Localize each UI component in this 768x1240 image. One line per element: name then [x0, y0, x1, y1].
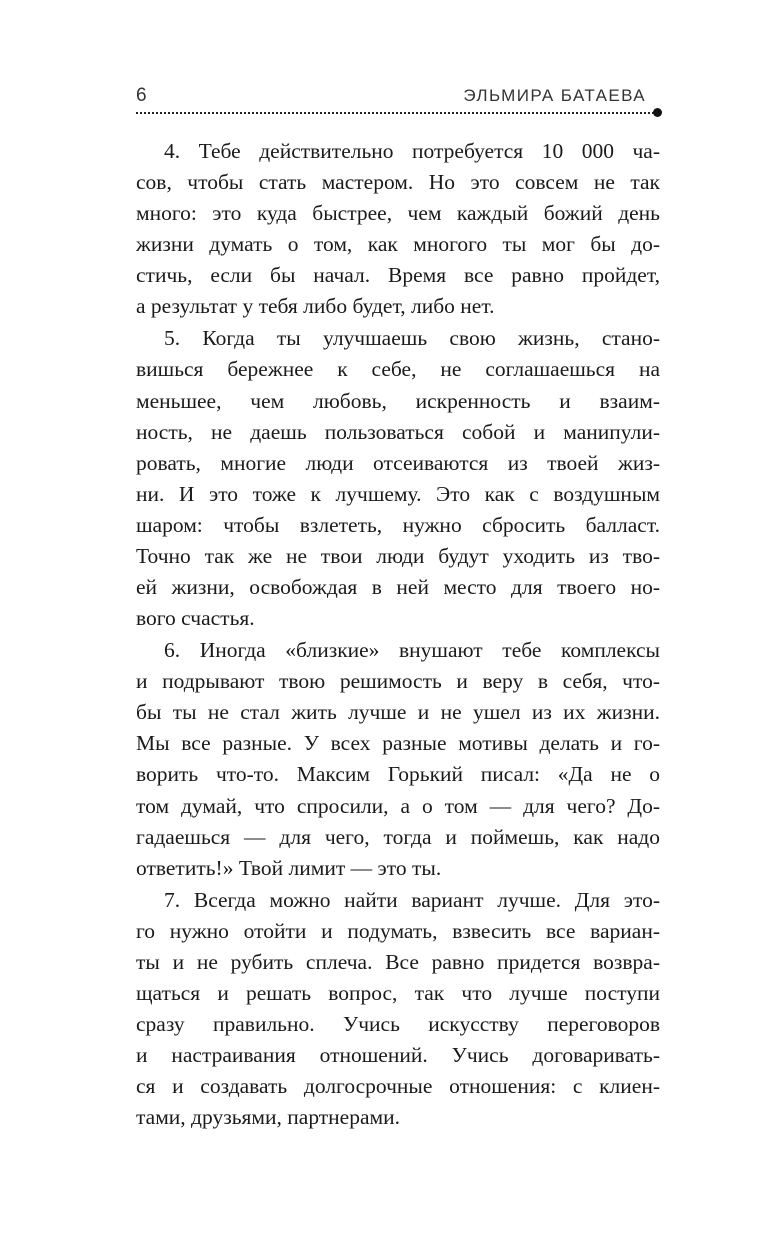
- paragraph-item-5: [136, 323, 660, 634]
- text-line: бы ты не стал жить лучше и не ушел из их жизни.: [136, 700, 660, 725]
- text-line: сразу правильно. Учись искусству переговоров: [136, 1012, 660, 1037]
- text-line: много: это куда быстрее, чем каждый божий день: [136, 201, 660, 226]
- text-line: 6. Иногда «близкие» внушают тебе комплексы: [164, 638, 660, 663]
- text-line: тами, друзьями, партнерами.: [136, 1105, 401, 1130]
- rule-end-dot: [653, 108, 662, 117]
- text-line: го нужно отойти и подумать, взвесить все вариан-: [136, 918, 660, 943]
- text-line: ответить!» Твой лимит — это ты.: [136, 855, 442, 880]
- text-line: и настраивания отношений. Учись договаривать-: [136, 1043, 660, 1068]
- text-line: ровать, многие люди отсеиваются из твоей жиз-: [136, 450, 660, 475]
- running-head: [136, 84, 660, 110]
- text-line: ей жизни, освобождая в ней место для твоего но-: [136, 575, 660, 600]
- text-line: ся и создавать долгосрочные отношения: с клиен-: [136, 1074, 660, 1099]
- text-line: щаться и решать вопрос, так что лучше поступи: [136, 980, 660, 1005]
- text-line: гадаешься — для чего, тогда и поймешь, как надо: [136, 824, 660, 849]
- text-line: сов, чтобы стать мастером. Но это совсем не так: [136, 170, 660, 195]
- header-dotted-rule: [136, 112, 654, 114]
- text-line: том думай, что спросили, а о том — для чего? До-: [136, 793, 660, 818]
- header-author-name: ЭЛЬМИРА БАТАЕВА: [463, 86, 646, 105]
- text-line: ни. И это тоже к лучшему. Это как с воздушным: [136, 481, 660, 506]
- text-line: а результат у тебя либо будет, либо нет.: [136, 294, 495, 319]
- text-line: вого счастья.: [136, 606, 255, 631]
- text-line: ность, не даешь пользоваться собой и манипули-: [136, 419, 660, 444]
- text-line: 4. Тебе действительно потребуется 10 000 ча-: [164, 139, 660, 163]
- text-line: ты и не рубить сплеча. Все равно придется возвра-: [136, 949, 660, 974]
- text-line: 5. Когда ты улучшаешь свою жизнь, стано-: [164, 326, 660, 351]
- paragraph-item-4: [136, 136, 660, 323]
- page-number: 6: [136, 85, 148, 106]
- text-line: и подрывают твою решимость и веру в себя, что-: [136, 669, 660, 694]
- text-line: Точно так же не твои люди будут уходить из тво-: [136, 544, 660, 569]
- text-line: стичь, если бы начал. Время все равно пройдет,: [136, 263, 660, 288]
- text-line: жизни думать о том, как многого ты мог бы до-: [136, 232, 660, 257]
- body-text: [136, 136, 660, 1134]
- text-line: меньшее, чем любовь, искренность и взаим-: [136, 388, 660, 413]
- text-line: шаром: чтобы взлететь, нужно сбросить балласт.: [136, 512, 660, 537]
- paragraph-item-7: [136, 885, 660, 1134]
- text-line: ворить что-то. Максим Горький писал: «Да не о: [136, 762, 660, 787]
- text-line: Мы все разные. У всех разные мотивы делать и го-: [136, 731, 660, 756]
- text-line: вишься бережнее к себе, не соглашаешься на: [136, 357, 660, 382]
- text-line: 7. Всегда можно найти вариант лучше. Для это-: [164, 887, 660, 912]
- paragraph-item-6: [136, 635, 660, 884]
